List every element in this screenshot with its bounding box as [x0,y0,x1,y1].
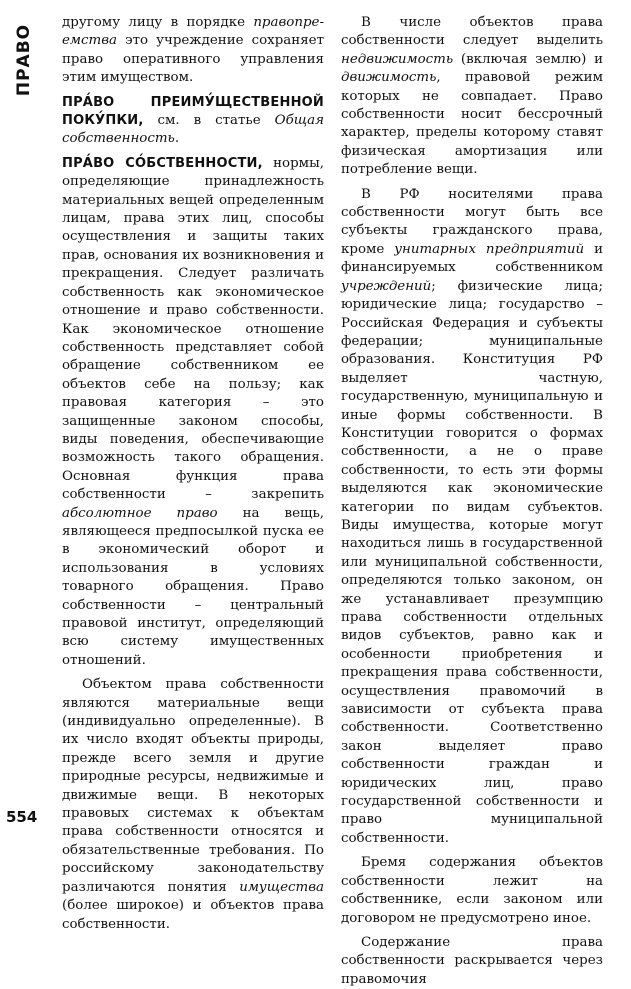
paragraph-objects [62,676,324,934]
entry-preemptive-purchase [62,94,324,149]
paragraph-burden: Бремя содержания объектов собственности лежит на собственнике, если законом или договором не предусмотрено иное. [341,855,603,926]
italic-term: правопре-емства [62,15,324,49]
text-run: другому лицу в порядке [62,15,254,30]
text-run: нормы, определяющие принадлежность материальных вещей определенным лицам, права этих лиц, способы осуществления и защиты таких прав, основания их возникновения и прекращения. Следует различать собственность как экономическое отношение и право собственности. Как экономическое отношение собственность представляет собой обращение собственником ее объектов себе на пользу; как правовая категория – это защищенные законом способы, виды поведения, обеспечивающие возможность такого обращения. Основная функция права собственности – закрепить [62,155,324,503]
paragraph-content: Содержание права собственности раскрывается через правомочия [341,934,603,987]
entry-term: ПРА́ВО СО́БСТВЕННОСТИ, [62,155,263,171]
paragraph-continuation [62,14,324,88]
paragraph-holders [341,186,603,849]
italic-term: недвижимость [341,51,454,67]
entry-property-right [62,155,324,670]
text-run: ; физические лица; юридические лица; государство – Российская Федерация и субъекты федерации; муниципальные образования. Конституция РФ выделяет частную, государственную, муниципальную и иные формы собственности. В Конституции говорится о формах собственности, а не о праве собственности, то есть эти формы выделяются как экономические категории по видам субъектов. Виды имущества, которые могут находиться лишь в государственной или муниципальной собственности, определяются только законом, он же устанавливает презумпцию права собственности отдельных видов субъектов, равно как и особенности приобретения и прекращения права собственности, осуществления правомочий в зависимости от субъекта права собственности. Соответственно закон выделяет право собственности граждан и юридических лиц, право государственной собственности и право муниципальной собственности. [341,278,603,846]
text-run: Объектом права собственности являются материальные вещи (индивидуально определенные). В их число входят объекты природы, прежде всего земля и другие природные ресурсы, недвижимые и движимые вещи. В некоторых правовых системах к объектам права собственности относятся и обязательственные требования. По российскому законодательству различаются понятия [62,677,324,895]
text-run: (более широкое) и объектов права собственности. [62,898,324,932]
page-number: 554 [6,808,38,826]
running-head-text: ПРАВО [14,23,34,97]
text-run: (включая землю) и [453,51,603,67]
text-run: см. в статье [143,113,275,129]
italic-term: имущества [239,879,324,895]
cross-reference: Общая собственность [62,113,324,147]
italic-term: абсолютное право [62,505,218,521]
text-run: В числе объектов права собственности следует выделить [341,15,603,49]
right-column [341,14,603,989]
paragraph-realty [341,14,603,180]
left-column [62,14,324,934]
entry-term: ПРА́ВО ПРЕИМУ́ЩЕСТВЕННОЙ ПОКУ́ПКИ, [62,94,324,129]
text-run: , правовой режим которых не совпадает. Право собственности носит бессрочный характер, пределы которому ставят физическая амортизация или потребление вещи. [341,70,603,178]
text-run: это учреждение сохраняет право оперативного управления этим имуществом. [62,33,324,86]
italic-term: унитарных предприятий [394,241,585,257]
text-run: на вещь, являющееся предпосылкой пуска ее в экономический оборот и использования в условиях товарного обращения. Право собственности – центральный правовой институт, определяющий всю систему имущественных отношений. [62,505,324,668]
italic-term: движимость [341,70,437,86]
text-run: и финансируемых собственником [341,241,603,276]
text-run: . [174,131,180,147]
text-run: В РФ носителями права собственности могут быть все субъекты гражданского права, кроме [341,186,603,257]
running-head [4,23,44,97]
italic-term: учреждений [341,278,432,294]
